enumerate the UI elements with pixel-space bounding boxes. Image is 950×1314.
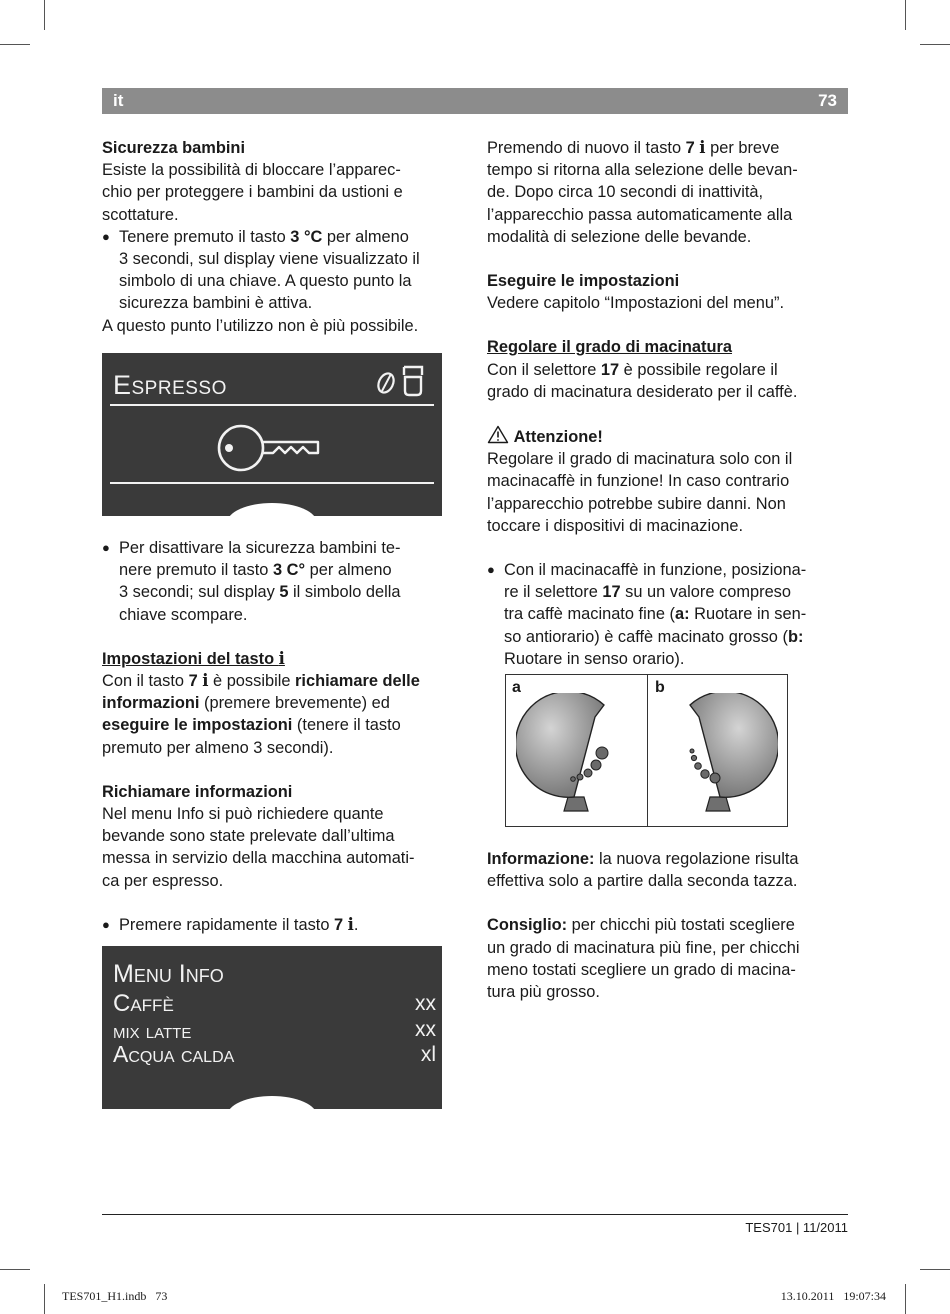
tip-note: Consiglio: per chicchi più tostati scegliere un grado di macinatura più fine, per chicchi meno tostati scegliere un grado di macina- tura più grosso.	[487, 916, 800, 1002]
heading-settings: Eseguire le impostazioni	[487, 272, 680, 291]
crop-mark	[0, 44, 30, 45]
key-settings-text: Con il tasto 7 i è possibile richiamare delle informazioni (premere brevemente) ed eseguire le impostazioni (tenere il tasto premuto per almeno 3 secondi).	[102, 671, 420, 757]
info-note: Informazione: la nuova regolazione risulta effettiva solo a partire dalla seconda tazza.	[487, 850, 799, 891]
info-key-icon: i	[699, 138, 706, 157]
menu-row-value: xx	[415, 992, 436, 1015]
menu-row-value: xl	[420, 1043, 436, 1066]
menu-row-label: Acqua calda	[113, 1041, 235, 1067]
bullet-press-key: ● Premere rapidamente il tasto 7 i.	[102, 914, 472, 936]
menu-row-label: mix latte	[113, 1018, 192, 1043]
heading-child-safety: Sicurezza bambini	[102, 139, 246, 157]
menu-row	[113, 1041, 436, 1069]
display-menu-info	[102, 946, 442, 1109]
warning-text: Regolare il grado di macinatura solo con il macinacaffè in funzione! In caso contrario l’apparecchio potrebbe subire danni. Non toccare i dispositivi di macinazione.	[487, 450, 793, 535]
crop-mark	[0, 1269, 30, 1270]
crop-mark	[44, 0, 45, 30]
grind-selector-figure	[505, 674, 788, 827]
figure-divider	[647, 675, 648, 826]
child-safety-text: Esiste la possibilità di bloccare l’apparec- chio per proteggere i bambini da ustioni e scottature.	[102, 161, 403, 224]
crop-mark	[905, 1284, 906, 1314]
language-tag: it	[113, 91, 124, 110]
slug-file: TES701_H1.indb 73	[62, 1289, 168, 1303]
footer-model: TES701 | 11/2011	[745, 1220, 848, 1235]
menu-row-label: Caffè	[113, 990, 174, 1017]
info-key-icon: i	[202, 671, 209, 691]
settings-text: Vedere capitolo “Impostazioni del menu”.	[487, 294, 785, 313]
display-espresso	[102, 353, 442, 516]
figure-label-b: b	[655, 679, 665, 696]
display-divider-top	[110, 404, 434, 406]
heading-warning: Attenzione!	[487, 425, 852, 448]
info-key-icon: i	[278, 648, 285, 668]
footer-rule	[102, 1214, 848, 1215]
display-title: Menu Info	[113, 960, 224, 988]
bean-cup-icon	[372, 363, 436, 399]
warning-icon	[487, 425, 509, 444]
left-column-middle	[102, 537, 472, 936]
menu-row	[113, 990, 436, 1018]
crop-mark	[920, 1269, 950, 1270]
heading-grind: Regolare il grado di macinatura	[487, 338, 733, 357]
bullet-grind-adjust: ● Con il macinacaffè in funzione, posiziona- re il selettore 17 su un valore compreso tra caffè macinato fine (a: Ruotare in sen- so antiorario) è caffè macinato grosso (b: Ruotare in senso orario).	[487, 559, 852, 670]
display-bottom-arc	[227, 503, 317, 516]
grind-selector-a-illustration	[516, 693, 636, 823]
page-header	[102, 88, 848, 114]
crop-mark	[905, 0, 906, 30]
display-bottom-arc	[227, 1096, 317, 1109]
page-number: 73	[818, 91, 837, 110]
left-column-top	[102, 137, 472, 337]
display-divider-bottom	[110, 482, 434, 484]
heading-recall-info: Richiamare informazioni	[102, 782, 293, 801]
child-safety-note: A questo punto l’utilizzo non è più possibile.	[102, 316, 419, 335]
display-title: Espresso	[113, 370, 227, 400]
info-key-icon: i	[347, 914, 354, 934]
right-column-top	[487, 137, 852, 670]
recall-info-text: Nel menu Info si può richiedere quante bevande sono state prelevate dall’ultima messa in servizio della macchina automati- ca per espresso.	[102, 805, 415, 890]
right-column-bottom	[487, 848, 852, 1003]
crop-mark	[44, 1284, 45, 1314]
return-text: Premendo di nuovo il tasto 7 i per breve tempo si ritorna alla selezione delle bevan- de. Dopo circa 10 secondi di inattività, l’apparecchio passa automaticamente alla modalità di selezione delle bevande.	[487, 138, 798, 246]
figure-label-a: a	[512, 679, 521, 696]
grind-text: Con il selettore 17 è possibile regolare il grado di macinatura desiderato per il caffè.	[487, 360, 798, 401]
slug-date: 13.10.2011 19:07:34	[780, 1289, 886, 1303]
heading-key-settings: Impostazioni del tasto i	[102, 648, 285, 668]
menu-row-value: xx	[415, 1018, 436, 1041]
crop-mark	[920, 44, 950, 45]
bullet-activate: ● Tenere premuto il tasto 3 °C per almeno 3 secondi, sul display viene visualizzato il simbolo di una chiave. A questo punto la sicurezza bambini è attiva.	[102, 226, 472, 315]
bullet-deactivate: ● Per disattivare la sicurezza bambini te- nere premuto il tasto 3 C° per almeno 3 secondi; sul display 5 il simbolo della chiave scompare.	[102, 537, 472, 626]
grind-selector-b-illustration	[658, 693, 778, 823]
key-icon	[215, 421, 325, 477]
